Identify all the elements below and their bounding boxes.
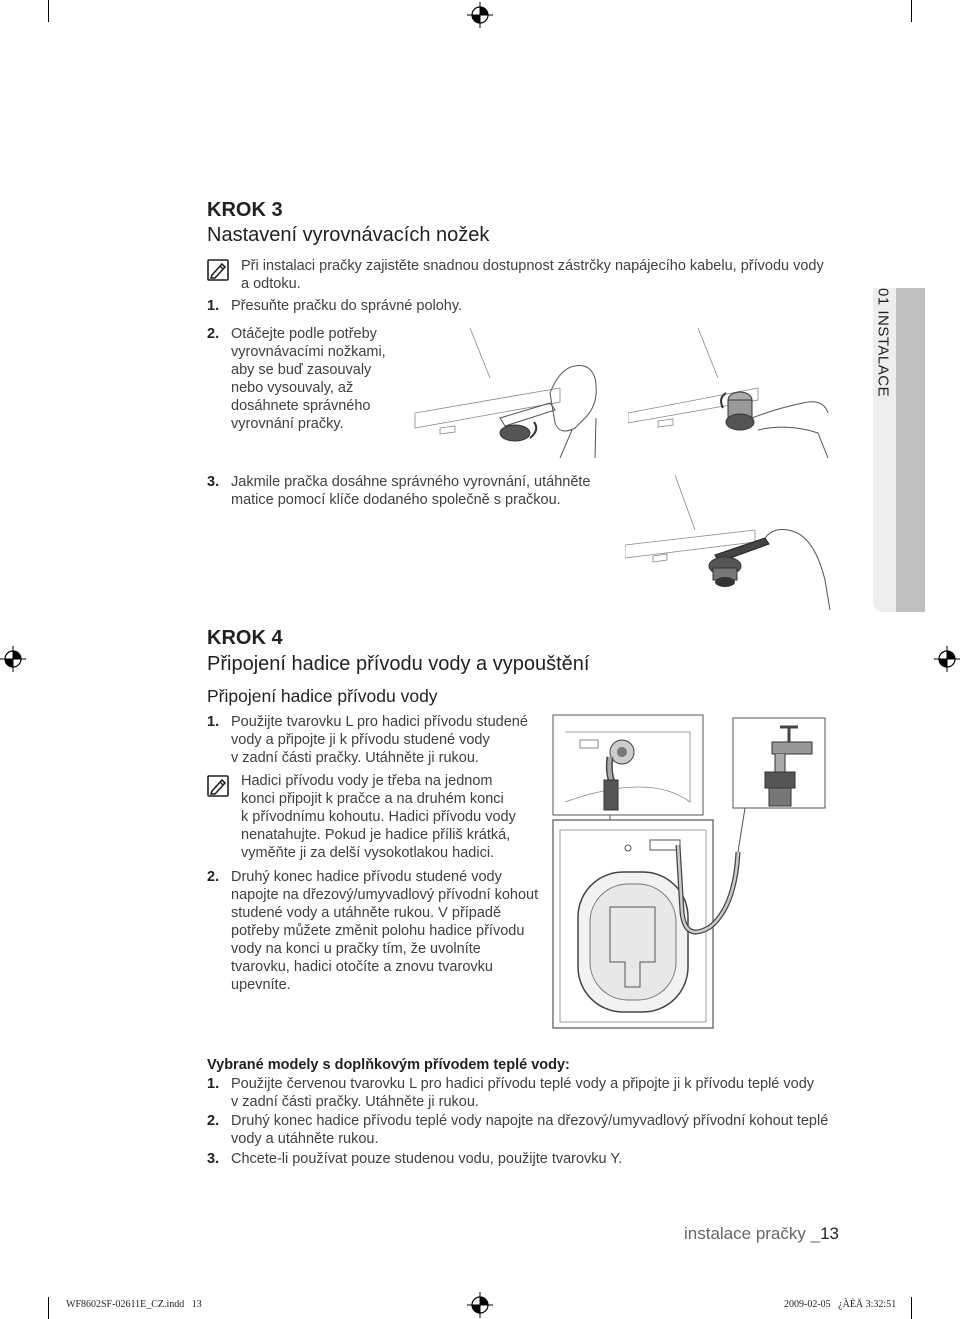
crop-mark-bottom-left [48, 1297, 49, 1319]
note-icon [207, 259, 229, 281]
step4-note-line: nenatahujte. Pokud je hadice příliš krátká, [241, 827, 511, 843]
hot-water-item-line: vody a utáhněte rukou. [231, 1131, 379, 1147]
step3-title: Nastavení vyrovnávacích nožek [207, 224, 490, 246]
step4-item-line: Použijte tvarovku L pro hadici přívodu studené [231, 714, 528, 730]
side-tab-label: 01 INSTALACE [874, 288, 892, 398]
step3-item-number: 3. [207, 474, 220, 490]
page-footer-label: instalace pračky _ [684, 1224, 821, 1243]
hot-water-item-line: Použijte červenou tvarovku L pro hadici přívodu teplé vody a připojte ji k přívodu teplé vody [231, 1076, 815, 1092]
hot-water-item-number: 1. [207, 1076, 220, 1092]
step3-item-number: 1. [207, 298, 220, 314]
step3-item-line: matice pomocí klíče dodaného společně s pračkou. [231, 492, 561, 508]
hot-water-item-line: v zadní části pračky. Utáhněte ji rukou. [231, 1094, 479, 1110]
hot-water-item-line: Chcete-li používat pouze studenou vodu, použijte tvarovku Y. [231, 1151, 623, 1167]
step4-title: Připojení hadice přívodu vody a vypouštění [207, 653, 590, 675]
file-info: WF8602SF-02611E_CZ.indd 13 [66, 1299, 202, 1310]
crop-mark-bottom-right [911, 1297, 912, 1319]
step4-item-line: Druhý konec hadice přívodu studené vody [231, 869, 502, 885]
registration-mark-left-icon [0, 646, 26, 672]
step3-item-line: Přesuňte pračku do správné polohy. [231, 298, 463, 314]
note-icon [207, 775, 229, 797]
step4-item-line: vody na konci u pračky tím, že uvolníte [231, 941, 481, 957]
step3-item-line: aby se buď zasouvaly [231, 362, 372, 378]
step4-item-line: studené vody a utáhněte rukou. V případě [231, 905, 502, 921]
step3-item-line: vyrovnání pračky. [231, 416, 344, 432]
step4-note-line: Hadici přívodu vody je třeba na jednom [241, 773, 493, 789]
step3-item-line: Otáčejte podle potřeby [231, 326, 377, 342]
step3-item-line: dosáhnete správného [231, 398, 371, 414]
hot-water-item-number: 2. [207, 1113, 220, 1129]
step4-note-line: konci připojit k pračce a na druhém konci [241, 791, 504, 807]
hot-water-item-number: 3. [207, 1151, 220, 1167]
page-number: 13 [820, 1224, 839, 1243]
step4-note-line: vyměňte ji za delší vysokotlakou hadici. [241, 845, 495, 861]
registration-mark-top-icon [467, 2, 493, 28]
step3-item-line: vyrovnávacími nožkami, [231, 344, 386, 360]
step4-item-number: 1. [207, 714, 220, 730]
step3-item-line: nebo vysouvaly, až [231, 380, 354, 396]
registration-mark-bottom-icon [467, 1292, 493, 1318]
crop-mark-top-left [48, 0, 49, 22]
leveling-foot-illustration-1 [410, 318, 620, 458]
crop-mark-top-right [911, 0, 912, 22]
side-tab-accent [896, 288, 925, 612]
step4-item-line: vody a připojte ji k přívodu studené vody [231, 732, 490, 748]
step4-item-line: potřeby můžete změnit polohu hadice přívodu [231, 923, 525, 939]
step4-item-line: tvarovku, hadici otočíte a znovu tvarovku [231, 959, 493, 975]
step3-note-line: Při instalaci pračky zajistěte snadnou dostupnost zástrčky napájecího kabelu, přívodu vody [241, 258, 824, 274]
registration-mark-right-icon [934, 646, 960, 672]
step4-item-number: 2. [207, 869, 220, 885]
step3-item-number: 2. [207, 326, 220, 342]
step4-subtitle: Připojení hadice přívodu vody [207, 686, 438, 706]
step4-heading: KROK 4 [207, 627, 283, 649]
leveling-foot-illustration-2 [628, 318, 858, 458]
page-footer [684, 1224, 839, 1244]
step4-item-line: upevníte. [231, 977, 291, 993]
step4-item-line: napojte na dřezový/umyvadlový přívodní kohout [231, 887, 539, 903]
step3-note-line: a odtoku. [241, 276, 301, 292]
file-timestamp: 2009-02-05 ¿ÀÈÄ 3:32:51 [784, 1299, 897, 1310]
hot-water-heading: Vybrané modely s doplňkovým přívodem teplé vody: [207, 1057, 570, 1073]
step3-heading: KROK 3 [207, 199, 283, 221]
hot-water-item-line: Druhý konec hadice přívodu teplé vody napojte na dřezový/umyvadlový přívodní kohout teplé [231, 1113, 829, 1129]
step3-item-line: Jakmile pračka dosáhne správného vyrovnání, utáhněte [231, 474, 591, 490]
wrench-tighten-illustration [625, 470, 845, 610]
water-hose-connection-illustration [550, 712, 830, 1032]
step4-item-line: v zadní části pračky. Utáhněte ji rukou. [231, 750, 479, 766]
step4-note-line: k přívodnímu kohoutu. Hadici přívodu vody [241, 809, 516, 825]
